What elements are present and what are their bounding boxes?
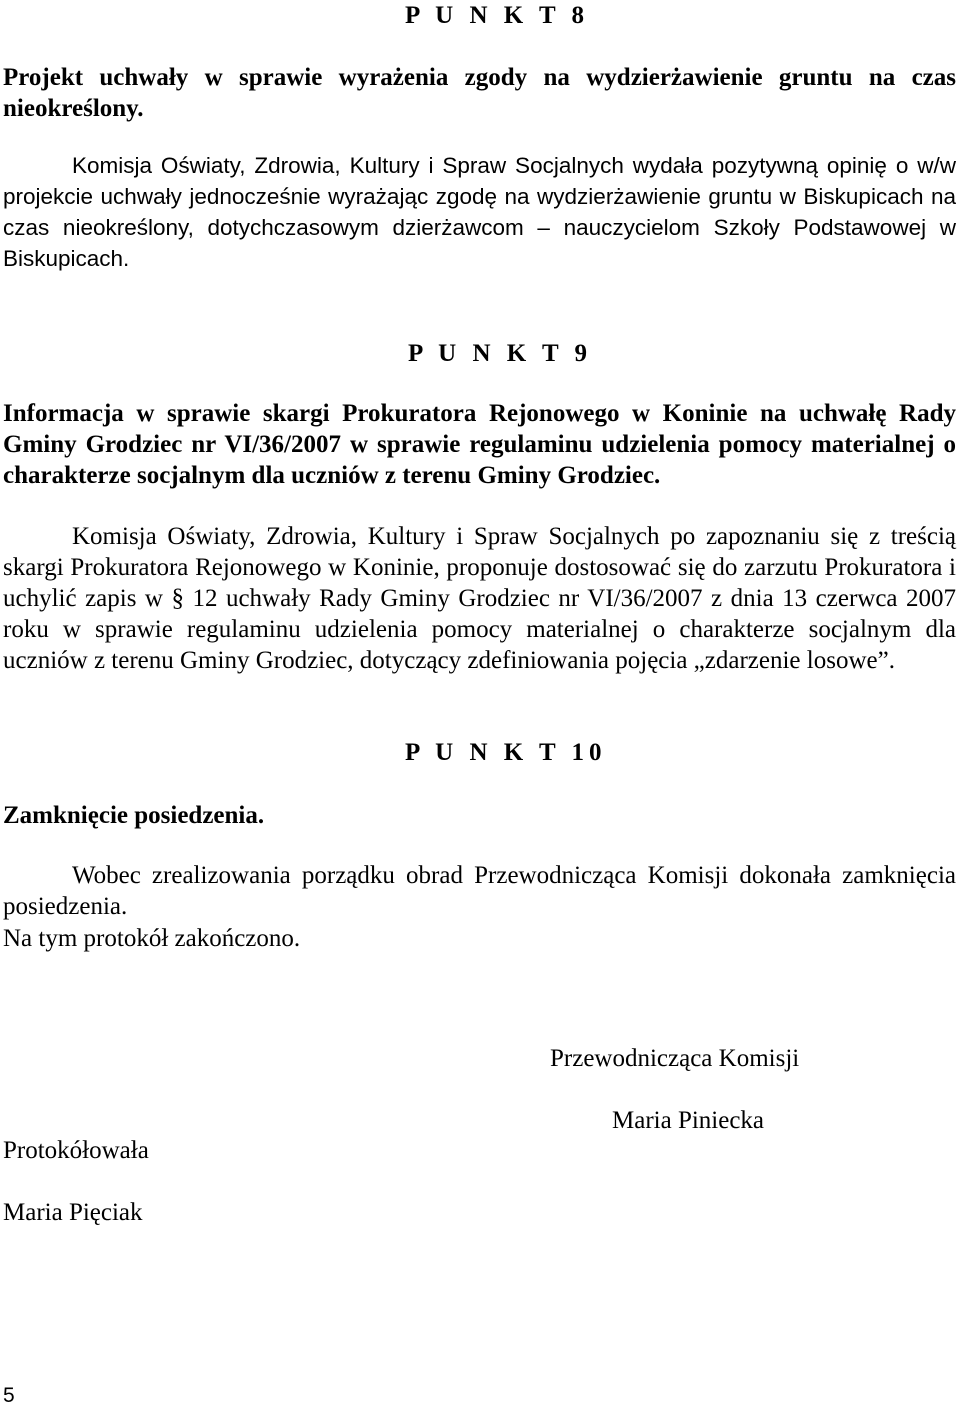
- punkt-10-heading: P U N K T 10: [405, 739, 607, 766]
- punkt-8-paragraph: Komisja Oświaty, Zdrowia, Kultury i Spraw Socjalnych wydała pozytywną opinię o w/w projekcie uchwały jednocześnie wyrażając zgodę na wydzierżawienie gruntu w Biskupicach na czas nieokreślony, dotychczasowym dzierżawcom – nauczycielom Szkoły Podstawowej w Biskupicach.: [3, 153, 956, 271]
- clerk-name: Maria Pięciak: [3, 1199, 143, 1226]
- punkt-9-heading: P U N K T 9: [408, 340, 592, 367]
- punkt-9-paragraph: Komisja Oświaty, Zdrowia, Kultury i Spraw Socjalnych po zapoznaniu się z treścią skargi Prokuratora Rejonowego w Koninie, proponuje dostosować się do zarzutu Prokuratora i uchylić zapis w § 12 uchwały Rady Gminy Grodziec nr VI/36/2007 z dnia 13 czerwca 2007 roku w sprawie regulaminu udzielenia pomocy materialnej o charakterze socjalnym dla uczniów z terenu Gminy Grodziec, dotyczący zdefiniowania pojęcia „zdarzenie losowe”.: [3, 523, 956, 674]
- clerk-role: Protokółowała: [3, 1137, 149, 1164]
- chair-role: Przewodnicząca Komisji: [550, 1045, 800, 1072]
- punkt-10-paragraph: Wobec zrealizowania porządku obrad Przewodnicząca Komisji dokonała zamknięcia posiedzenia.: [3, 862, 956, 920]
- chair-name: Maria Piniecka: [612, 1107, 765, 1134]
- page-number: 5: [3, 1384, 15, 1407]
- closing-line: Na tym protokół zakończono.: [3, 925, 301, 952]
- punkt-8-title: Projekt uchwały w sprawie wyrażenia zgody na wydzierżawienie gruntu na czas nieokreślony.: [3, 64, 956, 122]
- punkt-10-title: Zamknięcie posiedzenia.: [3, 802, 265, 829]
- punkt-8-heading: P U N K T 8: [405, 2, 589, 29]
- punkt-9-title: Informacja w sprawie skargi Prokuratora Rejonowego w Koninie na uchwałę Rady Gminy Grodziec nr VI/36/2007 w sprawie regulaminu udzielenia pomocy materialnej o charakterze socjalnym dla uczniów z terenu Gminy Grodziec.: [3, 400, 956, 489]
